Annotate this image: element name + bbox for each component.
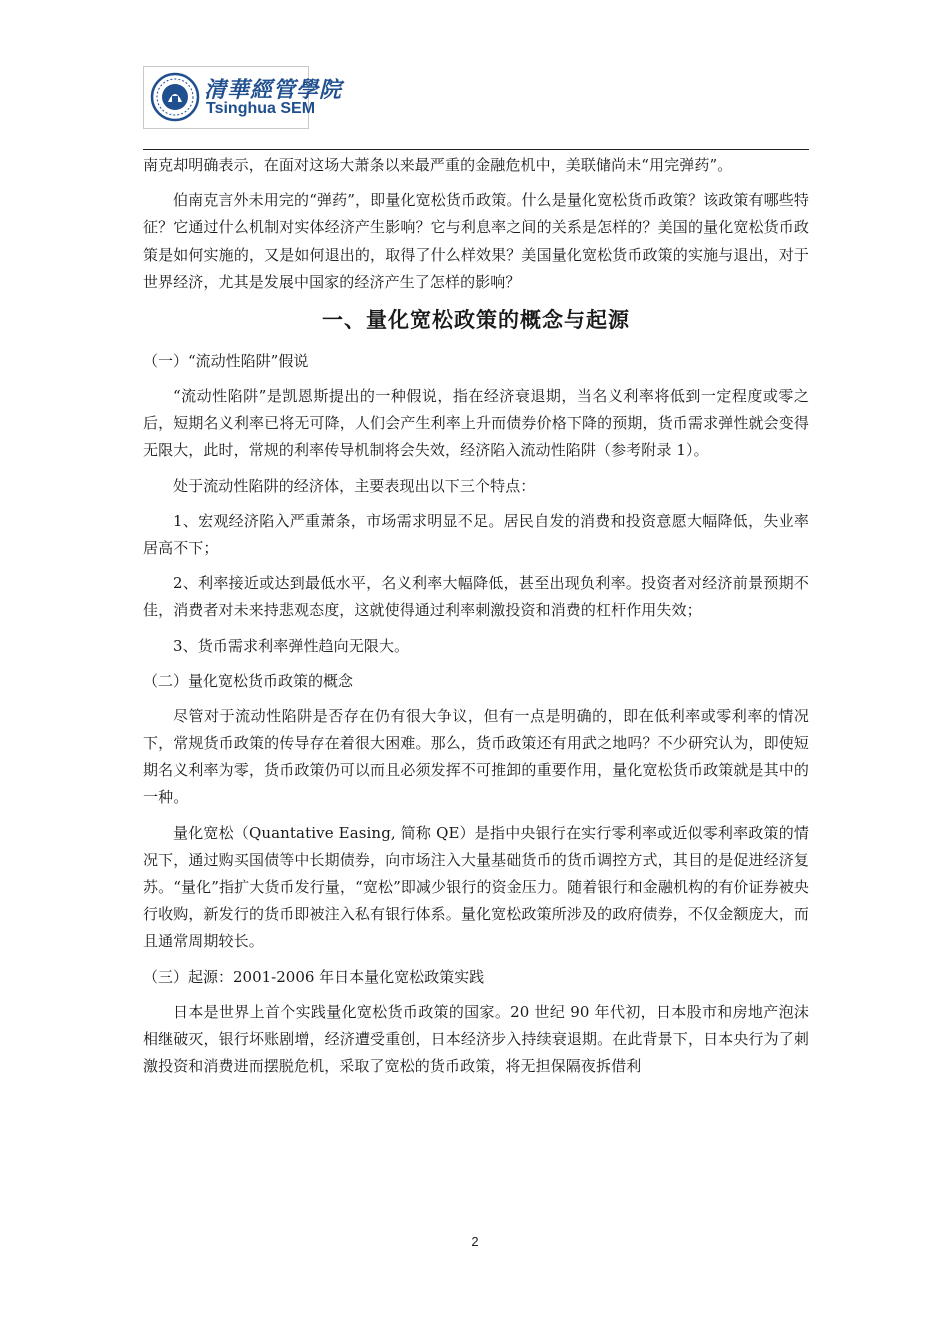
paragraph: “流动性陷阱”是凯恩斯提出的一种假说，指在经济衰退期，当名义利率将低到一定程度或零之后，短期名义利率已将无可降，人们会产生利率上升而债券价格下降的预期，货币需求弹性就会变得无限大，此时，常规的利率传导机制将会失效，经济陷入流动性陷阱（参考附录 1）。 <box>143 387 809 460</box>
tsinghua-emblem-icon <box>150 72 200 122</box>
paragraph: 尽管对于流动性陷阱是否存在仍有很大争议，但有一点是明确的，即在低利率或零利率的情况下，常规货币政策的传导存在着很大困难。那么，货币政策还有用武之地吗？不少研究认为，即使短期名义利率为零，货币政策仍可以而且必须发挥不可推卸的重要作用，量化宽松货币政策就是其中的一种。 <box>143 706 809 807</box>
subsection-heading: （三）起源：2001-2006 年日本量化宽松政策实践 <box>143 967 485 986</box>
logo-english-text: Tsinghua SEM <box>206 100 316 117</box>
page-number: 2 <box>471 1234 479 1249</box>
logo-chinese-text: 清華經管學院 <box>204 77 343 103</box>
paragraph: 量化宽松（Quantative Easing, 简称 QE）是指中央银行在实行零利率或近似零利率政策的情况下，通过购买国债等中长期债券，向市场注入大量基础货币的货币调控方式，其目的是促进经济复苏。“量化”指扩大货币发行量，“宽松”即减少银行的资金压力。随着银行和金融机构的有价证券被央行收购，新发行的货币即被注入私有银行体系。量化宽松政策所涉及的政府债券，不仅金额庞大，而且通常周期较长。 <box>143 823 809 951</box>
paragraph: 南克却明确表示，在面对这场大萧条以来最严重的金融危机中，美联储尚未“用完弹药”。 <box>143 156 733 174</box>
list-item: 1、宏观经济陷入严重萧条，市场需求明显不足。居民自发的消费和投资意愿大幅降低，失业率居高不下； <box>143 511 809 558</box>
paragraph: 日本是世界上首个实践量化宽松货币政策的国家。20 世纪 90 年代初，日本股市和房地产泡沫相继破灭，银行坏账剧增，经济遭受重创，日本经济步入持续衰退期。在此背景下，日本央行为了刺激投资和消费进而摆脱危机，采取了宽松的货币政策，将无担保隔夜拆借利 <box>143 1002 809 1076</box>
paragraph: 处于流动性陷阱的经济体，主要表现出以下三个特点： <box>173 476 536 495</box>
header-divider <box>143 149 809 150</box>
tsinghua-sem-logo <box>143 66 343 129</box>
list-item: 2、利率接近或达到最低水平，名义利率大幅降低，甚至出现负利率。投资者对经济前景预期不佳，消费者对未来持悲观态度，这就使得通过利率刺激投资和消费的杠杆作用失效； <box>143 574 809 620</box>
subsection-heading: （一）“流动性陷阱”假说 <box>143 352 309 371</box>
paragraph: 伯南克言外未用完的“弹药”，即量化宽松货币政策。什么是量化宽松货币政策？该政策有哪些特征？它通过什么机制对实体经济产生影响？它与利息率之间的关系是怎样的？美国的量化宽松货币政策是如何实施的，又是如何退出的，取得了什么样效果？美国量化宽松货币政策的实施与退出，对于世界经济，尤其是发展中国家的经济产生了怎样的影响？ <box>143 191 809 291</box>
document-body <box>143 152 809 1088</box>
list-item: 3、货币需求利率弹性趋向无限大。 <box>173 636 410 655</box>
section-heading: 一、量化宽松政策的概念与起源 <box>322 308 630 333</box>
subsection-heading: （二）量化宽松货币政策的概念 <box>143 671 354 690</box>
